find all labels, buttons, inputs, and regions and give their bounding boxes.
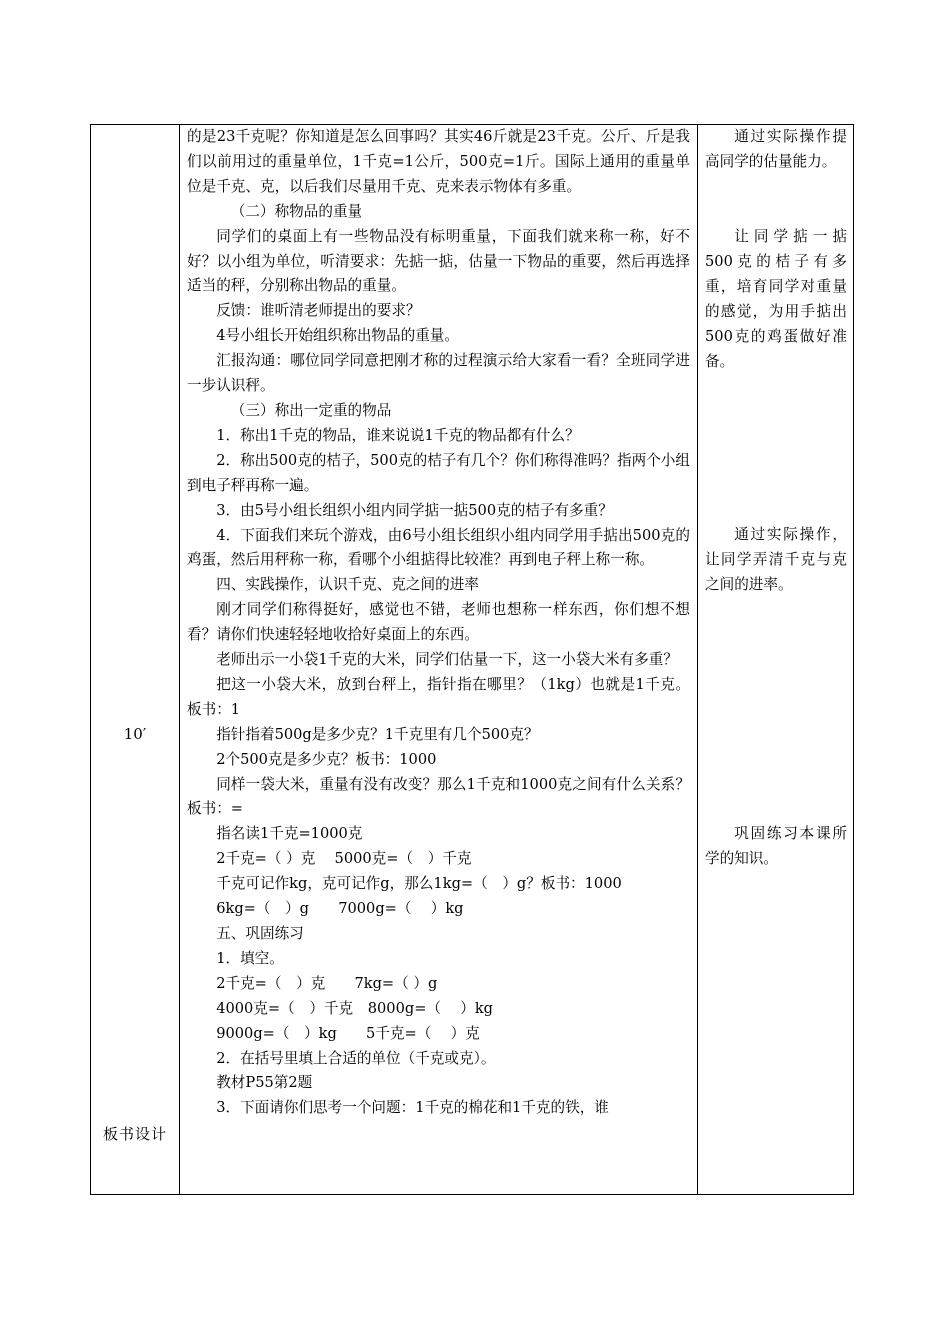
lesson-process-column xyxy=(187,125,690,1121)
lesson-paragraph: 千克可记作kg，克可记作g，那么1kg=（ ）g？板书：1000 xyxy=(216,875,622,893)
lesson-paragraph: 2千克=（ ）克 7kg=（ ）g xyxy=(216,974,438,992)
design-note xyxy=(705,822,847,872)
column-divider-left xyxy=(179,125,180,1194)
design-note xyxy=(705,125,847,175)
lesson-paragraph: 五、巩固练习 xyxy=(216,925,304,942)
design-note xyxy=(705,523,847,598)
lesson-paragraph: 4号小组长开始组织称出物品的重量。 xyxy=(216,327,459,345)
note-text: 巩固练习本课所学的知识。 xyxy=(705,825,847,867)
lesson-paragraph: 1．填空。 xyxy=(216,949,284,967)
lesson-paragraph: 1．称出1千克的物品，谁来说说1千克的物品都有什么？ xyxy=(216,426,580,444)
lesson-paragraph: 3．由5号小组长组织小组内同学掂一掂500克的桔子有多重？ xyxy=(216,501,613,519)
lesson-paragraph: 指针指着500g是多少克？1千克里有几个500克？ xyxy=(216,725,539,743)
lesson-paragraph: 刚才同学们称得挺好，感觉也不错，老师也想称一样东西，你们想不想看？请你们快速轻轻地收拾好桌面上的东西。 xyxy=(187,601,690,644)
lesson-paragraph: 6kg=（ ）g 7000g=（ ）kg xyxy=(216,900,464,918)
time-cell: 10′ xyxy=(123,725,147,743)
lesson-paragraph: 四、实践操作，认识千克、克之间的进率 xyxy=(216,576,479,594)
note-text: 让同学掂一掂500克的桔子有多重，培育同学对重量的感觉，为用手掂出500克的鸡蛋做好准备。 xyxy=(705,228,847,370)
lesson-paragraph: 同学们的桌面上有一些物品没有标明重量，下面我们就来称一称，好不好？以小组为单位，听清要求：先掂一掂，估量一下物品的重要，然后再选择适当的秤，分别称出物品的重量。 xyxy=(187,227,690,295)
design-note xyxy=(705,225,847,374)
lesson-paragraph: 把这一小袋大米，放到台秤上，指针指在哪里？（1kg）也就是1千克。板书：1 xyxy=(187,675,690,718)
lesson-paragraph: 指名读1千克=1000克 xyxy=(216,825,363,843)
note-text: 通过实际操作提高同学的估量能力。 xyxy=(705,128,847,170)
board-design-label: 板书设计 xyxy=(102,1125,167,1143)
lesson-table xyxy=(90,124,854,1195)
lesson-paragraph: 4．下面我们来玩个游戏，由6号小组长组织小组内同学用手掂出500克的鸡蛋，然后用秤称一称，看哪个小组掂得比较准？再到电子秤上称一称。 xyxy=(187,526,690,569)
lesson-paragraph: 2千克=（ ）克 5000克=（ ）千克 xyxy=(216,850,472,868)
lesson-paragraph: 教材P55第2题 xyxy=(216,1074,313,1092)
lesson-paragraph: 汇报沟通：哪位同学同意把刚才称的过程演示给大家看一看？全班同学进一步认识秤。 xyxy=(187,352,690,395)
lesson-paragraph: 2个500克是多少克？板书：1000 xyxy=(216,750,437,768)
lesson-paragraph: 3．下面请你们思考一个问题：1千克的棉花和1千克的铁，谁 xyxy=(216,1099,609,1117)
lesson-paragraph: 9000g=（ ）kg 5千克=（ ）克 xyxy=(216,1024,480,1042)
lesson-paragraph: 的是23千克呢？你知道是怎么回事吗？其实46斤就是23千克。公斤、斤是我们以前用过的重量单位，1千克=1公斤，500克=1斤。国际上通用的重量单位是千克、克，以后我们尽量用千克、克来表示物体有多重。 xyxy=(187,128,690,195)
lesson-paragraph: 老师出示一小袋1千克的大米，同学们估量一下，这一小袋大米有多重？ xyxy=(216,651,678,669)
column-divider-right xyxy=(697,125,698,1194)
lesson-paragraph: 2．在括号里填上合适的单位（千克或克）。 xyxy=(216,1049,496,1067)
lesson-paragraph: 同样一袋大米，重量有没有改变？那么1千克和1000克之间有什么关系？板书：= xyxy=(187,775,690,818)
lesson-paragraph: （三）称出一定重的物品 xyxy=(230,401,392,419)
lesson-paragraph: （二）称物品的重量 xyxy=(230,202,363,220)
lesson-paragraph: 2．称出500克的桔子，500克的桔子有几个？你们称得准吗？指两个小组到电子秤再称一遍。 xyxy=(187,451,690,494)
note-text: 通过实际操作，让同学弄清千克与克之间的进率。 xyxy=(705,526,847,593)
lesson-paragraph: 4000克=（ ）千克 8000g=（ ）kg xyxy=(216,999,494,1017)
lesson-paragraph: 反馈：谁听清老师提出的要求？ xyxy=(216,302,421,320)
